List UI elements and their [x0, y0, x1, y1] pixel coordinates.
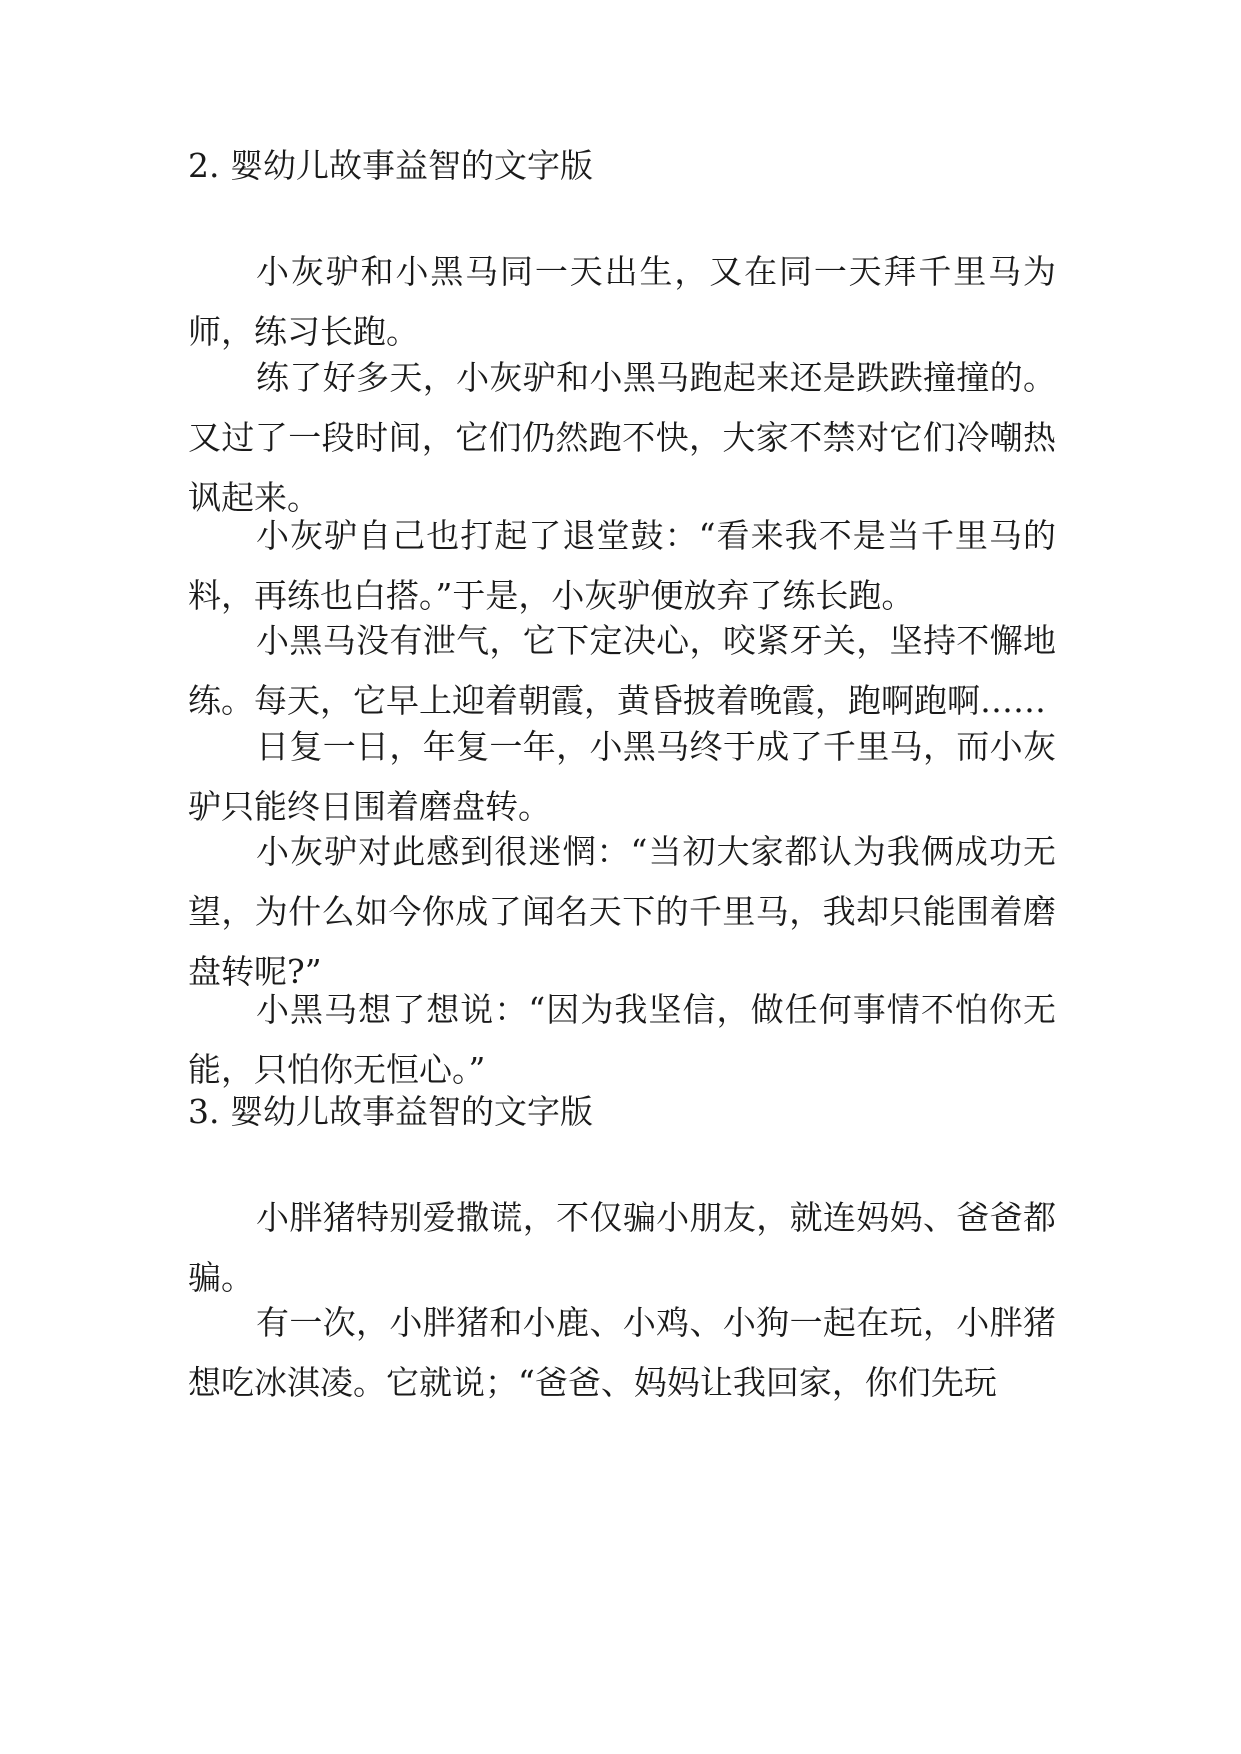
- paragraph: 小黑马想了想说：“因为我坚信，做任何事情不怕你无能，只怕你无恒心。”: [188, 990, 1056, 1089]
- paragraph: 小胖猪特别爱撒谎，不仅骗小朋友，就连妈妈、爸爸都骗。: [188, 1198, 1056, 1297]
- paragraph: 小灰驴自己也打起了退堂鼓：“看来我不是当千里马的料，再练也白搭。”于是，小灰驴便放弃了练长跑。: [188, 516, 1056, 615]
- paragraph: 日复一日，年复一年，小黑马终于成了千里马，而小灰驴只能终日围着磨盘转。: [188, 727, 1056, 826]
- paragraph: 小黑马没有泄气，它下定决心，咬紧牙关，坚持不懈地练。每天，它早上迎着朝霞，黄昏披着晚霞，跑啊跑啊……: [188, 621, 1056, 720]
- paragraph: 有一次，小胖猪和小鹿、小鸡、小狗一起在玩，小胖猪想吃冰淇凌。它就说；“爸爸、妈妈让我回家，你们先玩: [188, 1303, 1056, 1402]
- paragraph: 小灰驴和小黑马同一天出生，又在同一天拜千里马为师，练习长跑。: [188, 252, 1056, 351]
- section-heading: 2. 婴幼儿故事益智的文字版: [188, 146, 593, 185]
- paragraph: 小灰驴对此感到很迷惘：“当初大家都认为我俩成功无望，为什么如今你成了闻名天下的千里马，我却只能围着磨盘转呢?”: [188, 832, 1056, 991]
- paragraph: 练了好多天，小灰驴和小黑马跑起来还是跌跌撞撞的。又过了一段时间，它们仍然跑不快，大家不禁对它们冷嘲热讽起来。: [188, 358, 1056, 517]
- section-heading: 3. 婴幼儿故事益智的文字版: [188, 1092, 593, 1131]
